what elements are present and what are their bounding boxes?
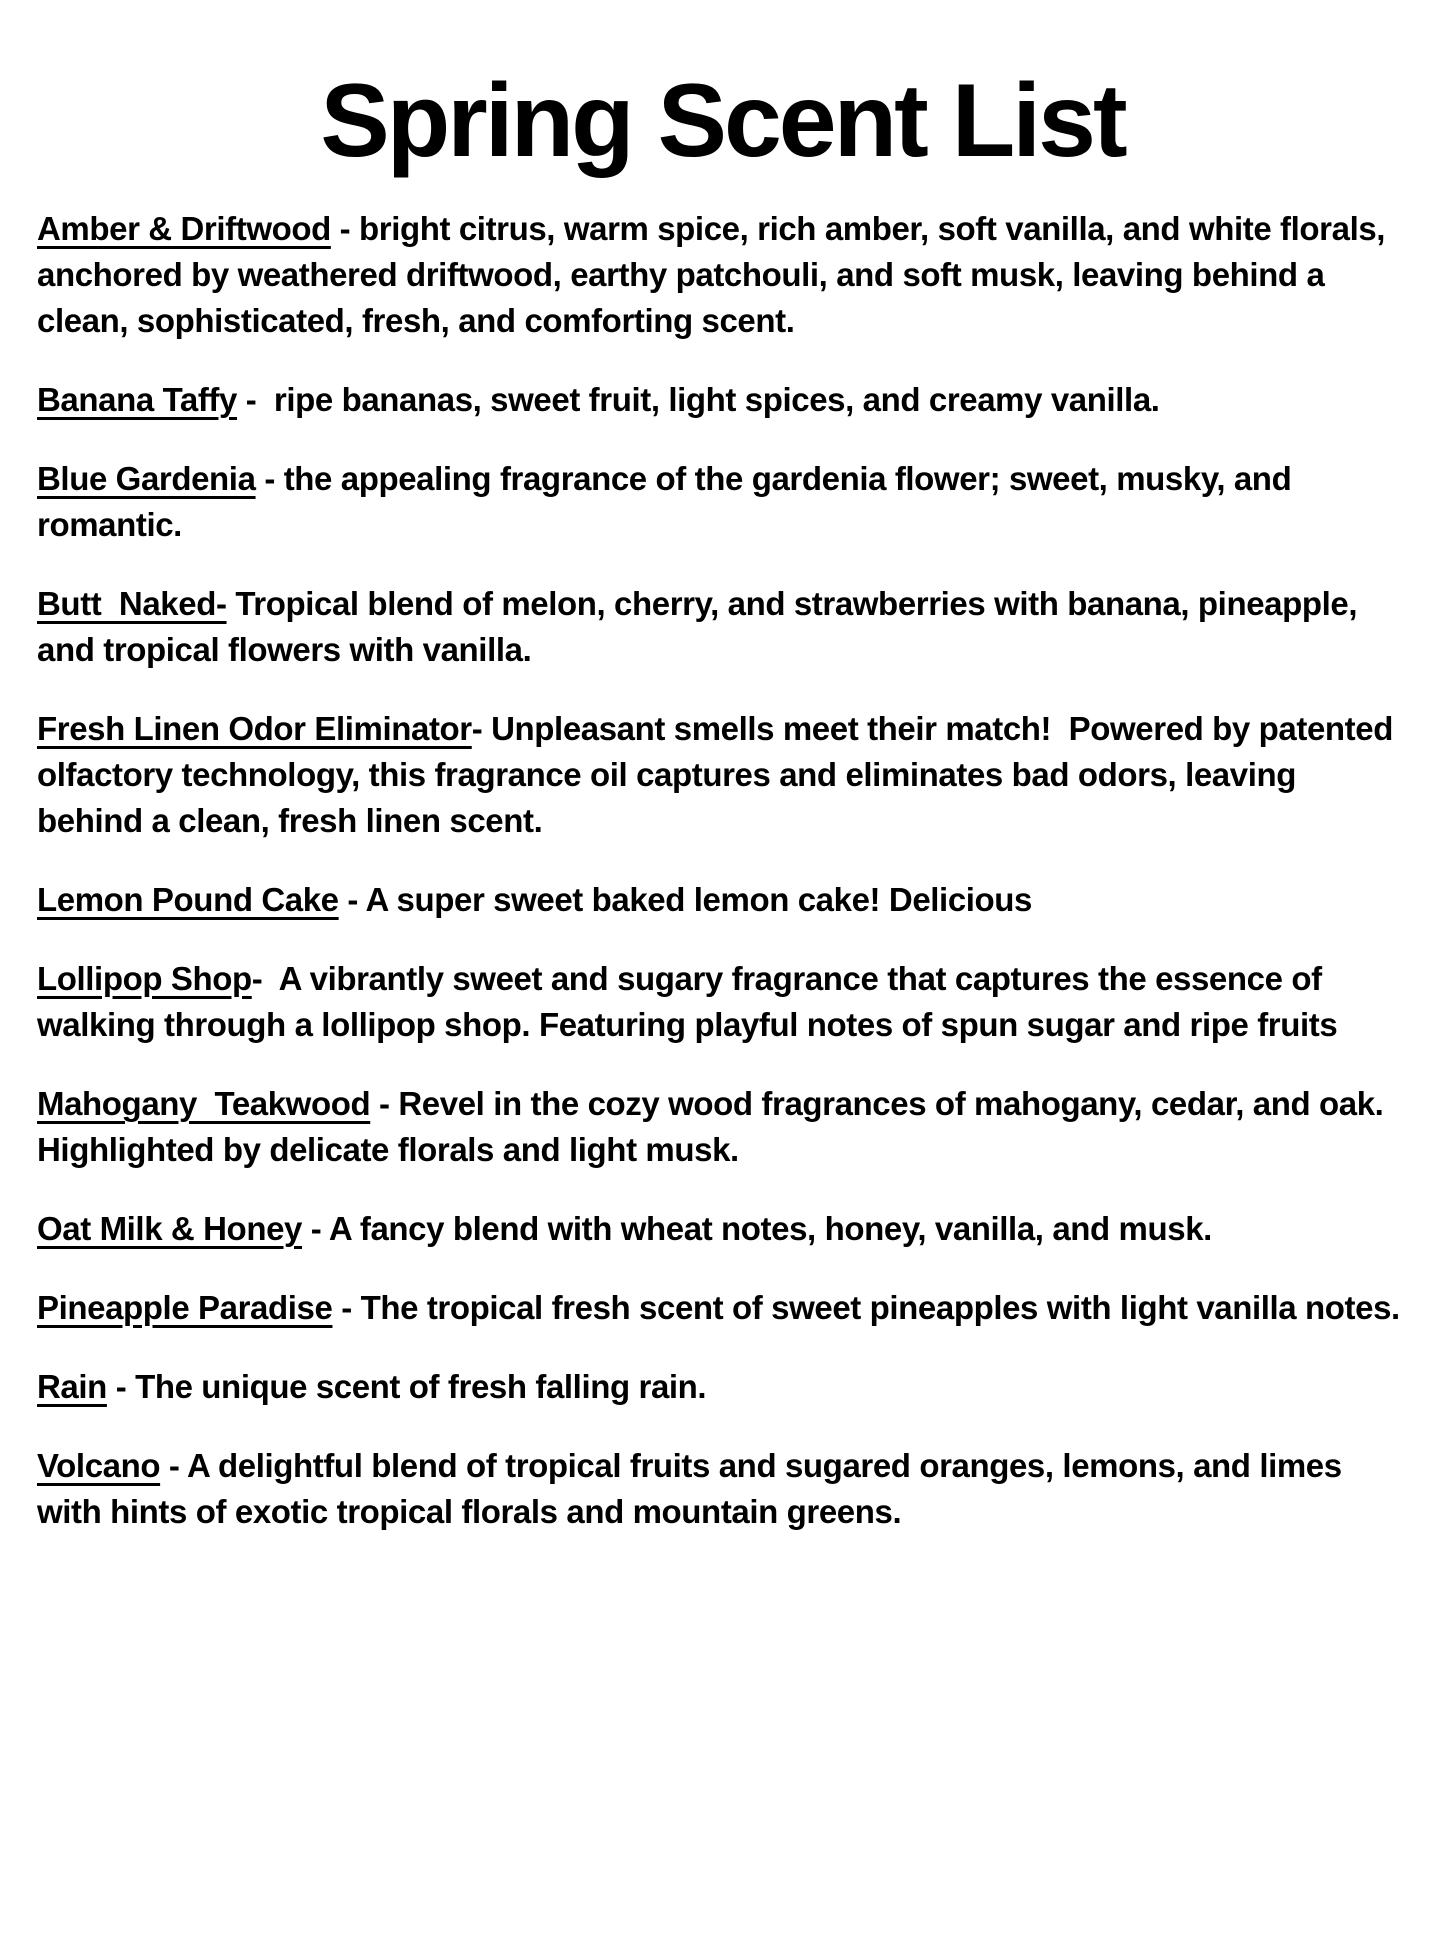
scent-separator: - [255, 460, 284, 498]
scent-name: Banana Taffy [37, 381, 237, 419]
scent-description: the appealing fragrance of the gardenia flower; sweet, musky, and romantic. [37, 460, 1301, 544]
scent-separator: - [106, 1368, 136, 1406]
scent-name: Pineapple Paradise [37, 1289, 333, 1327]
scent-description: A delightful blend of tropical fruits and sugared oranges, lemons, and limes with hints of exotic tropical florals and mountain greens. [37, 1447, 1351, 1531]
scent-description: Unpleasant smells meet their match! Powered by patented olfactory technology, this fragrance oil captures and eliminates bad odors, leaving behind a clean, fresh linen scent. [37, 710, 1402, 840]
scent-separator: - [301, 1210, 329, 1248]
scent-description: A fancy blend with wheat notes, honey, vanilla, and musk. [328, 1210, 1212, 1248]
scent-item [37, 1081, 1408, 1173]
scent-item [37, 1364, 1408, 1410]
scent-item [37, 1285, 1408, 1331]
scent-name: Blue Gardenia [37, 460, 256, 498]
scent-separator: - [338, 881, 366, 919]
scent-separator: - [160, 1447, 188, 1485]
scent-item [37, 206, 1408, 344]
scent-description: Revel in the cozy wood fragrances of mahogany, cedar, and oak. Highlighted by delicate florals and light musk. [37, 1085, 1393, 1169]
scent-description: A super sweet baked lemon cake! Delicious [365, 881, 1033, 919]
scent-item [37, 377, 1408, 423]
scent-separator: - [251, 960, 279, 998]
scent-separator: - [471, 710, 492, 748]
scent-name: Butt Naked- [37, 585, 227, 623]
scent-name: Amber & Driftwood [37, 210, 331, 248]
scent-separator: - [332, 1289, 361, 1327]
scent-name: Rain [37, 1368, 107, 1406]
document-page [0, 63, 1445, 1936]
scent-description: bright citrus, warm spice, rich amber, soft vanilla, and white florals, anchored by weathered driftwood, earthy patchouli, and soft musk, leaving behind a clean, sophisticated, fresh, and comforting scent. [37, 210, 1394, 340]
scent-description: The unique scent of fresh falling rain. [135, 1368, 707, 1406]
scent-name: Fresh Linen Odor Eliminator [37, 710, 472, 748]
scent-description: The tropical fresh scent of sweet pineapples with light vanilla notes. [360, 1289, 1400, 1327]
scent-name: Mahogany Teakwood [37, 1085, 371, 1123]
scent-separator [227, 585, 236, 622]
scent-name: Lemon Pound Cake [37, 881, 339, 919]
scent-item [37, 956, 1408, 1048]
scent-item [37, 877, 1408, 923]
scent-item [37, 456, 1408, 548]
scent-description: ripe bananas, sweet fruit, light spices, and creamy vanilla. [273, 381, 1160, 419]
scent-name: Volcano [37, 1447, 161, 1485]
scent-item [37, 1206, 1408, 1252]
scent-description: Tropical blend of melon, cherry, and strawberries with banana, pineapple, and tropical flowers with vanilla. [37, 585, 1366, 669]
scent-name: Oat Milk & Honey [37, 1210, 302, 1248]
scent-separator: - [370, 1085, 399, 1123]
scent-item [37, 581, 1408, 673]
scent-description: A vibrantly sweet and sugary fragrance that captures the essence of walking through a lollipop shop. Featuring playful notes of spun sugar and ripe fruits [37, 960, 1338, 1044]
scent-name: Lollipop Shop [37, 960, 252, 998]
scent-separator: - [236, 381, 274, 419]
scent-item [37, 1443, 1408, 1535]
scent-item [37, 706, 1408, 844]
page-title: Spring Scent List [320, 63, 1125, 179]
scent-separator: - [330, 210, 359, 248]
scent-list [37, 206, 1408, 1535]
